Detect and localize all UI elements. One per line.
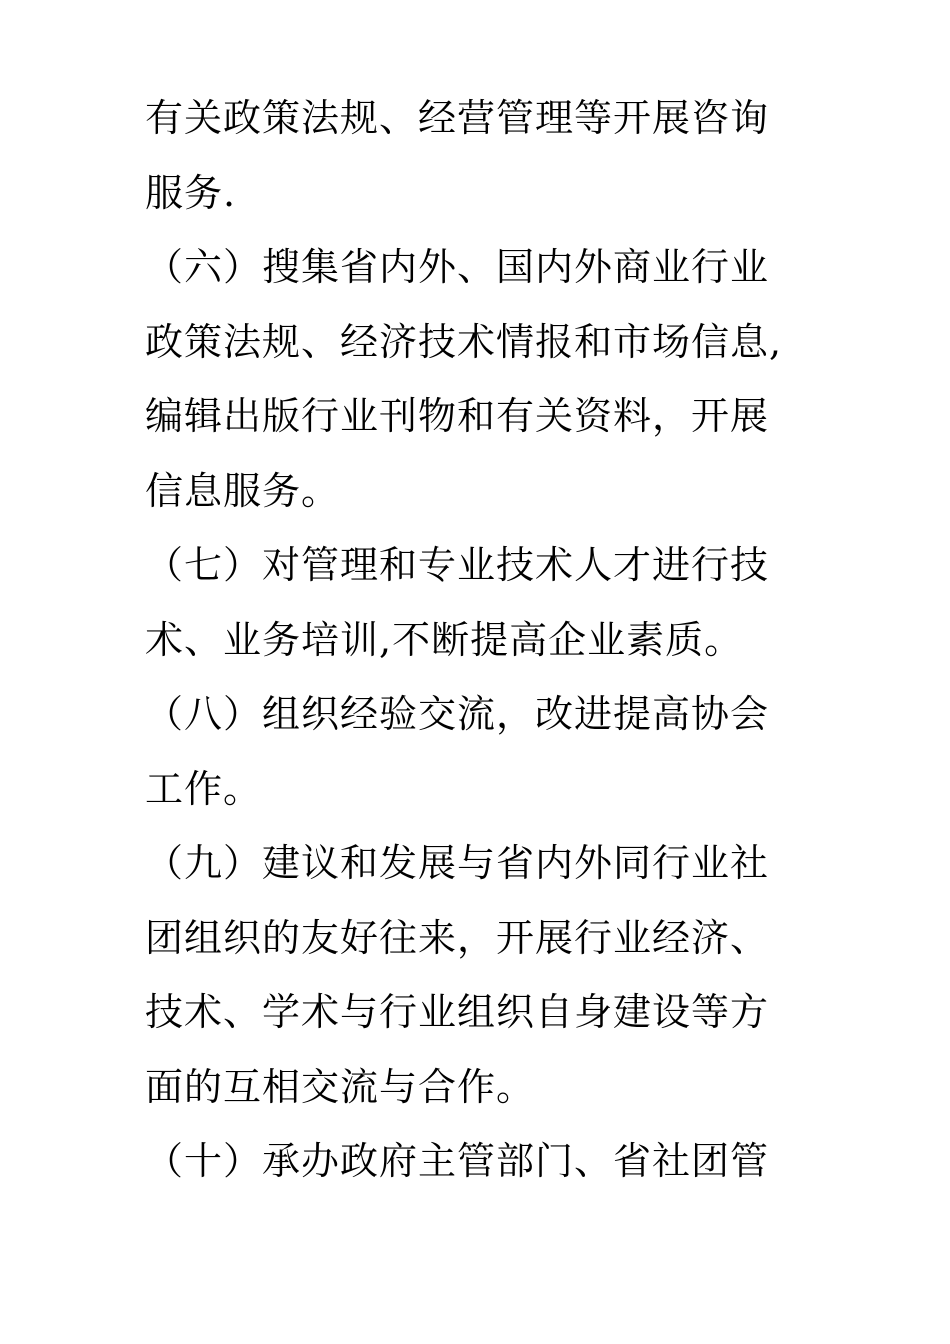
text-line: （八）组织经验交流，改进提高协会 (145, 692, 770, 736)
text-line: 政策法规、经济技术情报和市场信息, (145, 319, 783, 364)
text-line: 有关政策法规、经营管理等开展咨询 (145, 96, 770, 140)
text-line: 面的互相交流与合作。 (145, 1064, 536, 1109)
text-line: 团组织的友好往来，开展行业经济、 (145, 915, 770, 960)
text-line: 编辑出版行业刊物和有关资料，开展 (145, 394, 770, 438)
document-body (145, 88, 825, 1206)
text-line: （九）建议和发展与省内外同行业社 (145, 841, 770, 885)
text-line: 信息服务。 (145, 468, 341, 513)
text-line: 技术、学术与行业组织自身建设等方 (145, 990, 770, 1034)
text-line: 工作。 (145, 766, 263, 811)
text-line: （七）对管理和专业技术人才进行技 (145, 543, 770, 587)
text-line: 术、业务培训,不断提高企业素质。 (145, 617, 744, 662)
text-line: （十）承办政府主管部门、省社团管 (145, 1139, 770, 1183)
text-line: 服务. (145, 170, 237, 215)
text-line: （六）搜集省内外、国内外商业行业 (145, 245, 770, 289)
